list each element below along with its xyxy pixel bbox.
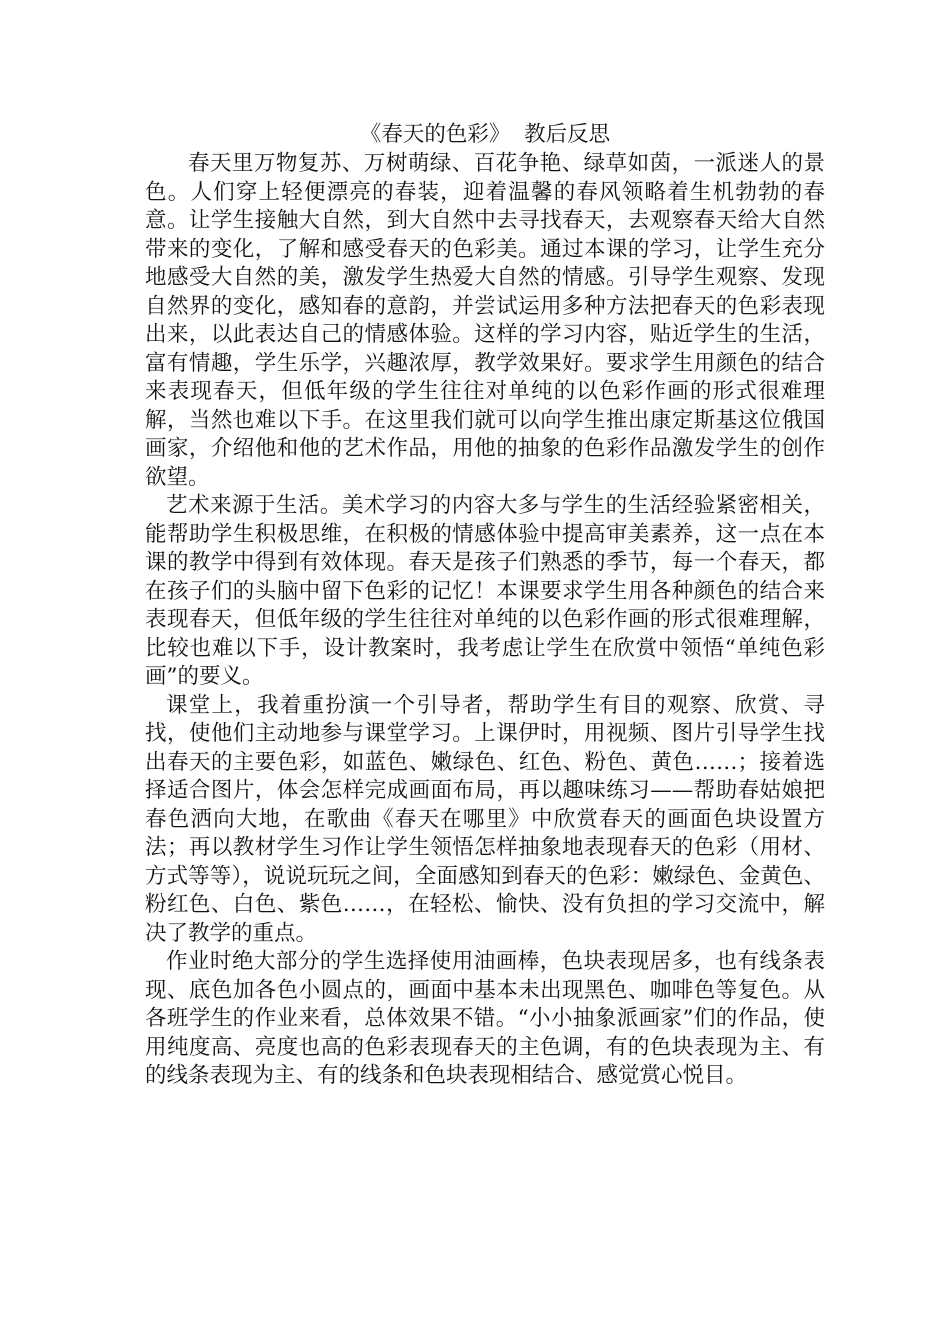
- paragraph-1: 春天里万物复苏、万树萌绿、百花争艳、绿草如茵，一派迷人的景色。人们穿上轻便漂亮的春装，迎着温馨的春风领略着生机勃勃的春意。让学生接触大自然，到大自然中去寻找春天，去观察春天给大自然带来的变化，了解和感受春天的色彩美。通过本课的学习，让学生充分地感受大自然的美，激发学生热爱大自然的情感。引导学生观察、发现自然界的变化，感知春的意韵，并尝试运用多种方法把春天的色彩表现出来，以此表达自己的情感体验。这样的学习内容，贴近学生的生活，富有情趣，学生乐学，兴趣浓厚，教学效果好。要求学生用颜色的结合来表现春天，但低年级的学生往往对单纯的以色彩作画的形式很难理解，当然也难以下手。在这里我们就可以向学生推出康定斯基这位俄国画家，介绍他和他的艺术作品，用他的抽象的色彩作品激发学生的创作欲望。: [145, 151, 825, 490]
- paragraph-3: 课堂上，我着重扮演一个引导者，帮助学生有目的观察、欣赏、寻找，使他们主动地参与课堂学习。上课伊时，用视频、图片引导学生找出春天的主要色彩，如蓝色、嫩绿色、红色、粉色、黄色……；接着选择适合图片，体会怎样完成画面布局，再以趣味练习——帮助春姑娘把春色洒向大地，在歌曲《春天在哪里》中欣赏春天的画面色块设置方法；再以教材学生习作让学生领悟怎样抽象地表现春天的色彩（用材、方式等等），说说玩玩之间，全面感知到春天的色彩：嫩绿色、金黄色、粉红色、白色、紫色……，在轻松、愉快、没有负担的学习交流中，解决了教学的重点。: [145, 692, 825, 946]
- document-title: 《春天的色彩》 教后反思: [359, 122, 611, 147]
- document-body: [145, 120, 825, 1091]
- paragraph-2: 艺术来源于生活。美术学习的内容大多与学生的生活经验紧密相关，能帮助学生积极思维，在积极的情感体验中提高审美素养，这一点在本课的教学中得到有效体现。春天是孩子们熟悉的季节，每一个春天，都在孩子们的头脑中留下色彩的记忆！本课要求学生用各种颜色的结合来表现春天，但低年级的学生往往对单纯的以色彩作画的形式很难理解，比较也难以下手，设计教案时，我考虑让学生在欣赏中领悟“单纯色彩画”的要义。: [145, 493, 825, 689]
- paragraph-4: 作业时绝大部分的学生选择使用油画棒，色块表现居多，也有线条表现、底色加各色小圆点的，画面中基本未出现黑色、咖啡色等复色。从各班学生的作业来看，总体效果不错。“小小抽象派画家”们的作品，使用纯度高、亮度也高的色彩表现春天的主色调，有的色块表现为主、有的线条表现为主、有的线条和色块表现相结合、感觉赏心悦目。: [145, 949, 825, 1088]
